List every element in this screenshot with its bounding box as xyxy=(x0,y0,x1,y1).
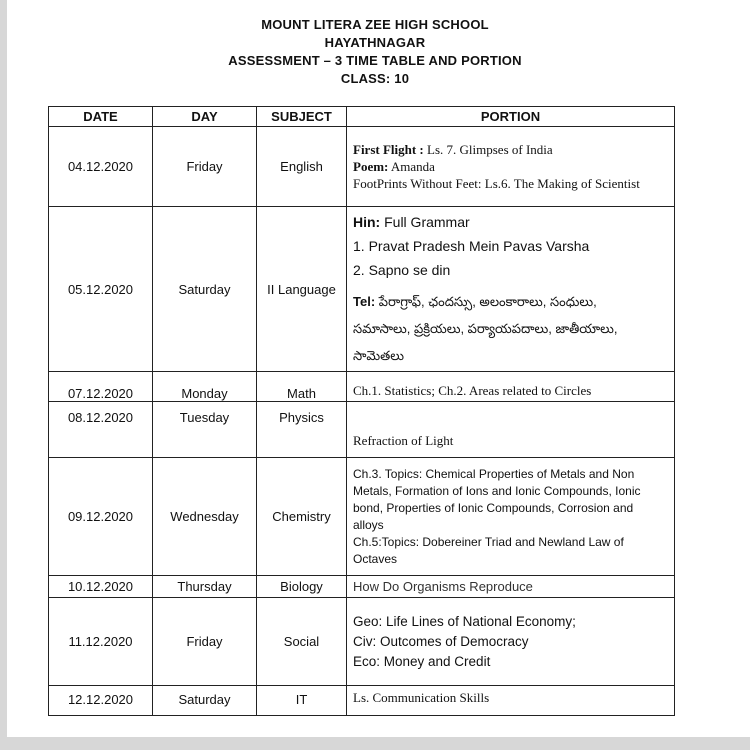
portion-text: Geo: Life Lines of National Economy; xyxy=(353,613,576,629)
portion-text: Metals, Formation of Ions and Ionic Compounds, Ionic xyxy=(353,483,641,498)
day-cell: Friday xyxy=(153,127,257,207)
timetable xyxy=(48,106,675,716)
table-row xyxy=(49,458,675,576)
portion-text: Ch.5:Topics: Dobereiner Triad and Newland Law of xyxy=(353,534,624,549)
portion-label: Tel: xyxy=(353,293,376,309)
day-cell: Monday xyxy=(153,372,257,402)
day-cell: Wednesday xyxy=(153,458,257,576)
class-label: CLASS: 10 xyxy=(340,71,410,86)
subject-cell: Chemistry xyxy=(257,458,347,576)
date-cell: 12.12.2020 xyxy=(49,686,153,716)
table-row xyxy=(49,598,675,686)
day-cell: Friday xyxy=(153,598,257,686)
date-cell: 08.12.2020 xyxy=(49,402,153,458)
subject-cell: IT xyxy=(257,686,347,716)
portion-cell xyxy=(347,207,675,372)
portion-cell: Ch.1. Statistics; Ch.2. Areas related to Circles xyxy=(347,372,675,402)
document-header xyxy=(0,16,750,88)
portion-text: Amanda xyxy=(388,159,435,174)
date-cell: 11.12.2020 xyxy=(49,598,153,686)
table-row xyxy=(49,402,675,458)
subject-cell: Math xyxy=(257,372,347,402)
page-edge-left xyxy=(0,0,7,750)
day-cell: Tuesday xyxy=(153,402,257,458)
portion-text: సామెతలు xyxy=(353,347,404,363)
school-location: HAYATHNAGAR xyxy=(324,35,426,50)
column-header-subject: SUBJECT xyxy=(257,107,347,127)
table-row xyxy=(49,576,675,598)
date-cell: 07.12.2020 xyxy=(49,372,153,402)
table-header-row xyxy=(49,107,675,127)
date-cell: 04.12.2020 xyxy=(49,127,153,207)
subject-cell: II Language xyxy=(257,207,347,372)
document-title: ASSESSMENT – 3 TIME TABLE AND PORTION xyxy=(228,53,522,68)
portion-text: Octaves xyxy=(353,551,398,566)
school-name: MOUNT LITERA ZEE HIGH SCHOOL xyxy=(261,17,489,32)
subject-cell: English xyxy=(257,127,347,207)
portion-cell: How Do Organisms Reproduce xyxy=(347,576,675,598)
date-cell: 09.12.2020 xyxy=(49,458,153,576)
portion-text: Eco: Money and Credit xyxy=(353,653,491,669)
portion-label: First Flight : xyxy=(353,142,424,157)
portion-cell: Refraction of Light xyxy=(347,402,675,458)
column-header-date: DATE xyxy=(49,107,153,127)
portion-text: Full Grammar xyxy=(380,213,470,230)
portion-cell xyxy=(347,127,675,207)
portion-cell: Ls. Communication Skills xyxy=(347,686,675,716)
portion-text: alloys xyxy=(353,517,384,532)
page-edge-bottom xyxy=(0,737,750,750)
table-row xyxy=(49,686,675,716)
table-row xyxy=(49,127,675,207)
date-cell: 10.12.2020 xyxy=(49,576,153,598)
portion-text: Civ: Outcomes of Democracy xyxy=(353,633,529,649)
portion-cell xyxy=(347,458,675,576)
portion-text: bond, Properties of Ionic Compounds, Corrosion and xyxy=(353,500,634,515)
portion-cell xyxy=(347,598,675,686)
subject-cell: Physics xyxy=(257,402,347,458)
column-header-day: DAY xyxy=(153,107,257,127)
table-row xyxy=(49,372,675,402)
portion-label: Hin: xyxy=(353,213,381,230)
portion-text: FootPrints Without Feet: Ls.6. The Making of Scientist xyxy=(353,176,640,191)
table-row xyxy=(49,207,675,372)
date-cell: 05.12.2020 xyxy=(49,207,153,372)
portion-text: 2. Sapno se din xyxy=(353,261,451,278)
portion-text: పేరాగ్రాఫ్, ఛందస్సు, అలంకారాలు, సంధులు, xyxy=(375,293,597,309)
column-header-portion: PORTION xyxy=(347,107,675,127)
portion-text: సమాసాలు, ప్రక్రియలు, పర్యాయపదాలు, జాతీయాలు, xyxy=(353,320,618,336)
portion-text: Ch.3. Topics: Chemical Properties of Metals and Non xyxy=(353,466,635,481)
subject-cell: Social xyxy=(257,598,347,686)
day-cell: Saturday xyxy=(153,686,257,716)
subject-cell: Biology xyxy=(257,576,347,598)
day-cell: Saturday xyxy=(153,207,257,372)
portion-text: 1. Pravat Pradesh Mein Pavas Varsha xyxy=(353,237,590,254)
portion-label: Poem: xyxy=(353,159,389,174)
portion-text: Ls. 7. Glimpses of India xyxy=(423,142,553,157)
day-cell: Thursday xyxy=(153,576,257,598)
